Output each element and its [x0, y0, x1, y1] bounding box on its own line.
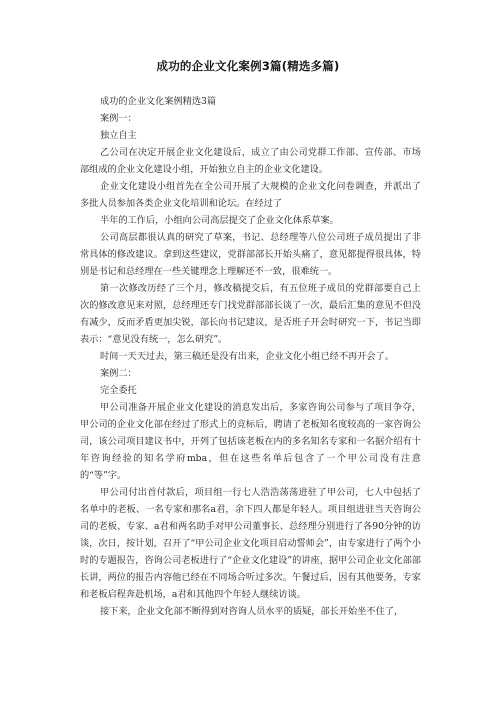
paragraph: 案例一： [100, 113, 137, 124]
paragraph: 独立自主 [100, 130, 137, 141]
paragraph: 企业文化建设小组首先在全公司开展了大规模的企业文化问卷调查，并派出了多批人员参加各类企业文化培训和论坛。在经过了 [80, 181, 421, 209]
document-title: 成功的企业文化案例3篇(精选多篇) [156, 59, 340, 73]
paragraph: 第一次修改历经了三个月，修改稿提交后，有五位班子成员的党群部要自己上次的修改意见来对照，总经理还专门找党群部部长谈了一次，最后汇集的意见不但没有减少，反而矛盾更加尖锐，部长向书记建议，是否班子开会时研究一下，书记当即表示：“意见没有统一，怎么研究”。 [80, 283, 421, 345]
paragraph: 甲公司付出首付款后，项目组一行七人浩浩荡荡进驻了甲公司，七人中包括了名单中的老板、一名专家和那名a君，余下四人都是年轻人。项目组进驻当天咨询公司的老板、专家、a君和两名助手对甲公司董事长、总经理分别进行了各90分钟的访谈，次日，按计划，召开了“甲公司企业文化项目启动誓师会”，由专家进行了两个小时的专题报告，咨询公司老板进行了“企业文化建设”的讲座，据甲公司企业文化部部长讲，两位的报告内容他已经在不同场合听过多次。午餐过后，因有其他要务，专家和老板启程奔赴机场，a君和其他四个年轻人继续访谈。 [80, 487, 421, 600]
paragraph: 半年的工作后，小组向公司高层提交了企业文化体系草案。 [100, 215, 339, 226]
paragraph: 甲公司准备开展企业文化建设的消息发出后，多家咨询公司参与了项目争夺，甲公司的企业文化部在经过了形式上的竞标后，聘请了老板知名度较高的一家咨询公司，该公司项目建议书中，开列了包括该老板在内的多名知名专家和一名据介绍有十年咨询经验的知名学府mba，但在这些名单后包含了一个甲公司没有注意的“等”字。 [80, 402, 421, 481]
paragraph: 完全委托 [100, 385, 137, 396]
document-body [80, 93, 421, 620]
paragraph: 接下来，企业文化部不断得到对咨询人员水平的质疑，部长开始坐不住了， [100, 606, 404, 617]
paragraph: 时间一天天过去，第三稿还是没有出来，企业文化小组已经不再开会了。 [100, 351, 394, 362]
paragraph: 公司高层都很认真的研究了草案，书记、总经理等八位公司班子成员提出了非常具体的修改建议。拿到这些建议，党群部部长开始头痛了，意见都提得很具体，特别是书记和总经理在一些关键理念上理解还不一致，很难统一。 [80, 232, 421, 277]
paragraph: 成功的企业文化案例精选3篇 [100, 96, 217, 107]
paragraph: 案例二： [100, 368, 137, 379]
paragraph: 乙公司在决定开展企业文化建设后，成立了由公司党群工作部、宣传部、市场部组成的企业文化建设小组，开始独立自主的企业文化建设。 [80, 147, 421, 175]
